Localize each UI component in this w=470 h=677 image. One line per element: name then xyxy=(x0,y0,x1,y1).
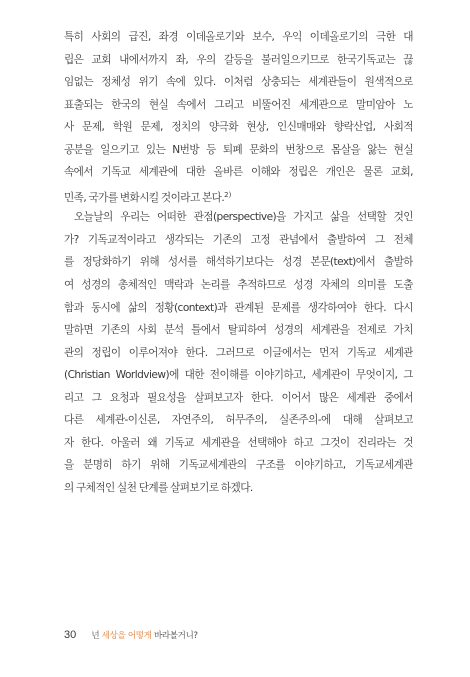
text-line: 임없는 정체성 위기 속에 있다. 이처럼 상충되는 세계관들이 원색적으로 xyxy=(64,76,413,89)
body-text xyxy=(64,26,413,499)
text-line: 함과 동시에 삶의 정황(context)과 관계된 문제를 생각하여야 한다. 다시 xyxy=(64,301,413,314)
text-line: 자 한다. 아울러 왜 기독교 세계관을 선택해야 하고 그것이 진리라는 것 xyxy=(64,436,413,449)
text-line: 을 분명히 하기 위해 기독교세계관의 구조를 이야기하고, 기독교세계관 xyxy=(64,459,413,472)
running-title-part: 바라볼거니? xyxy=(151,631,198,641)
text-line: 가? 기독교적이라고 생각되는 기존의 고정 관념에서 출발하여 그 전체 xyxy=(64,233,413,246)
text-line: (Christian Worldview)에 대한 전이해를 이야기하고, 세계관이 무엇이지, 그 xyxy=(64,369,413,382)
text-line: 사 문제, 학원 문제, 정치의 양극화 현상, 인신매매와 향락산업, 사회적 xyxy=(64,121,413,134)
text-line-paragraph-end: 의 구체적인 실천 단계를 살펴보기로 하겠다. xyxy=(64,481,253,494)
running-title xyxy=(91,631,197,641)
running-title-part: 넌 xyxy=(91,631,102,641)
text-line: 말하면 기존의 사회 분석 틀에서 탈피하여 성경의 세계관을 전제로 가치 xyxy=(64,324,413,337)
text-line: 를 정당화하기 위해 성서를 해석하기보다는 성경 본문(text)에서 출발하 xyxy=(64,256,413,269)
text-line: 립은 교회 내에서까지 좌, 우의 갈등을 불러일으키므로 한국기독교는 끊 xyxy=(64,53,413,66)
text-line-paragraph-start: 오늘날의 우리는 어떠한 관점(perspective)을 가지고 삶을 선택할 것인 xyxy=(74,211,413,224)
page-footer xyxy=(64,626,198,640)
text-line: 관의 정립이 이루어져야 한다. 그러므로 이글에서는 먼저 기독교 세계관 xyxy=(64,346,413,359)
footnote-reference[interactable]: 2) xyxy=(224,190,232,199)
text-line: 리고 그 요청과 필요성을 살펴보고자 한다. 이어서 많은 세계관 중에서 xyxy=(64,391,413,404)
text-line: 여 성경의 총체적인 맥락과 논리를 추적하므로 성경 자체의 의미를 도출 xyxy=(64,279,413,292)
page-number: 30 xyxy=(64,629,77,641)
text-line: 다른 세계관-이신론, 자연주의, 허무주의, 실존주의-에 대해 살펴보고 xyxy=(64,414,413,427)
text-line-content: 민족, 국가를 변화시킬 것이라고 본다. xyxy=(64,191,225,204)
running-title-accent: 세상을 xyxy=(101,631,126,641)
text-line-paragraph-end xyxy=(64,184,413,207)
text-line: 공분을 일으키고 있는 N번방 등 퇴폐 문화의 번창으로 몸살을 앓는 현실 xyxy=(64,143,413,156)
text-line: 특히 사회의 급진, 좌경 이데올로기와 보수, 우익 이데올로기의 극한 대 xyxy=(64,31,413,43)
text-line: 속에서 기독교 세계관에 대한 올바른 이해와 정립은 개인은 물론 교회, xyxy=(64,166,413,179)
running-title-accent: 어떻게 xyxy=(127,631,152,641)
text-line: 표출되는 한국의 현실 속에서 그리고 비뚤어진 세계관으로 말미암아 노 xyxy=(64,98,413,111)
